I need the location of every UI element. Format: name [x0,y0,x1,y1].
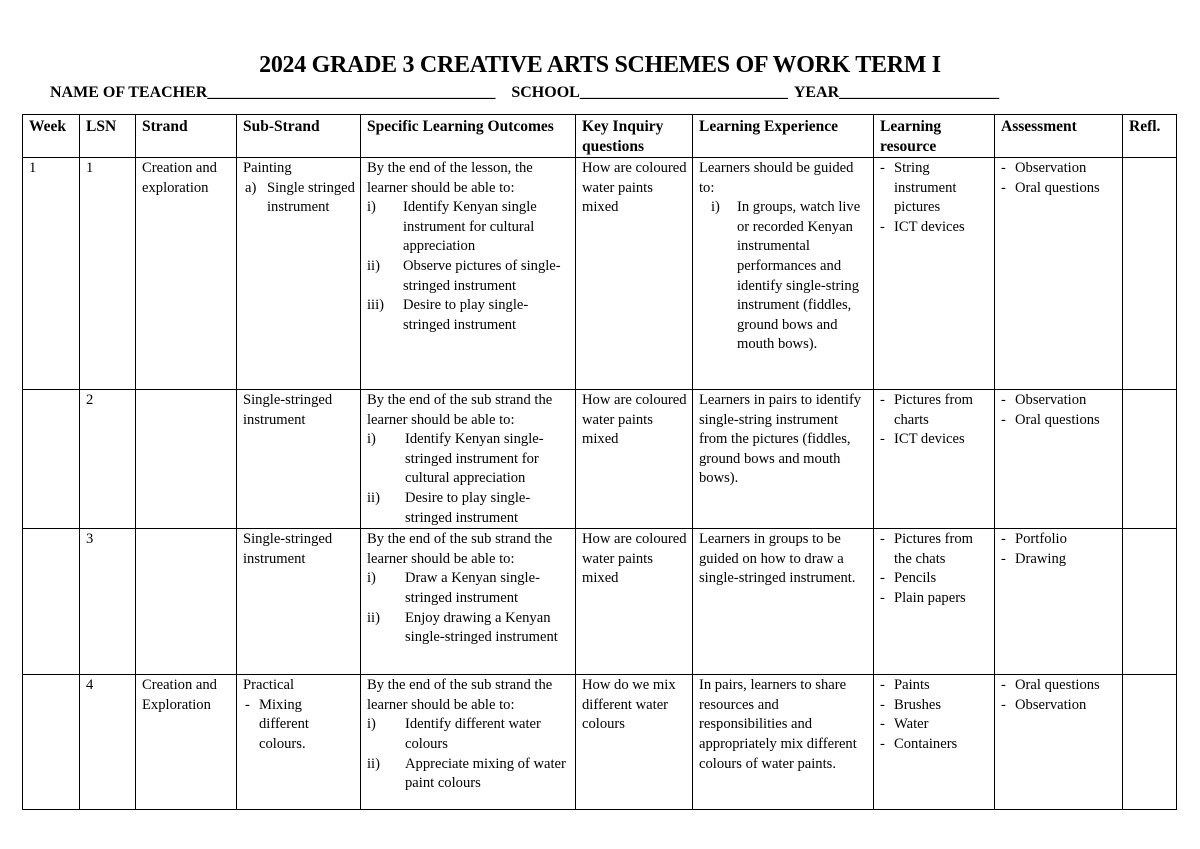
outcomes-cell [361,675,576,810]
header-outcomes: Specific Learning Outcomes [361,115,576,158]
strand-cell [136,390,237,529]
sub-strand-title: Painting [243,160,292,176]
assessment-cell [995,390,1123,529]
week-cell: 1 [23,158,80,390]
assessment-cell [995,529,1123,675]
lsn-cell: 2 [80,390,136,529]
header-assessment: Assessment [995,115,1123,158]
header-strand: Strand [136,115,237,158]
experience-item-text: In groups, watch live or recorded Kenyan instrumental performances and identify single-string instrument (fiddles, ground bows and mouth bows). [737,199,861,353]
resource-item: - Pencils [880,569,989,589]
assessment-item: - Drawing [1001,550,1117,570]
outcomes-cell [361,529,576,675]
outcome-text: Identify different water colours [405,716,541,752]
outcome-item [367,489,570,528]
experience-cell: In pairs, learners to share resources and responsibilities and appropriately mix different colours of water paints. [693,675,874,810]
outcome-marker: iii) [367,297,385,314]
inquiry-cell: How do we mix different water colours [576,675,693,810]
experience-intro: Learners should be guided to: [699,160,854,196]
sub-strand-item-text: Mixing different colours. [259,696,309,752]
resource-item: - String instrument pictures [880,159,989,218]
resource-item: - Pictures from charts [880,391,989,430]
school-line: __________________________ [579,84,788,101]
outcome-text: Desire to play single-stringed instrument [403,297,529,333]
assessment-item: - Observation [1001,696,1117,716]
outcome-text: Observe pictures of single-stringed instrument [403,257,561,294]
header-inquiry: Key Inquiry questions [576,115,693,158]
assessment-list [1001,391,1117,430]
outcomes-intro: By the end of the sub strand the learner should be able to: [367,677,553,713]
table-row [23,529,1177,675]
week-cell [23,529,80,675]
lsn-cell: 1 [80,158,136,390]
header-experience: Learning Experience [693,115,874,158]
strand-cell: Creation and exploration [136,158,237,390]
assessment-item: - Portfolio [1001,530,1117,550]
outcome-item [367,257,570,296]
experience-cell: Learners in groups to be guided on how to draw a single-stringed instrument. [693,529,874,675]
resource-cell [874,390,995,529]
header-lsn: LSN [80,115,136,158]
sub-strand-item [243,179,355,218]
table-row [23,158,1177,390]
sub-strand-cell [237,158,361,390]
week-cell [23,675,80,810]
resource-item: - Pictures from the chats [880,530,989,569]
reflection-cell [1123,390,1177,529]
reflection-cell [1123,675,1177,810]
outcome-item [367,755,570,794]
teacher-label: NAME OF TEACHER [50,84,208,101]
header-week: Week [23,115,80,158]
outcomes-list [367,569,570,647]
assessment-list [1001,676,1117,715]
outcome-item [367,198,570,257]
sub-strand-title: Practical [243,677,295,694]
outcomes-intro: By the end of the sub strand the learner should be able to: [367,392,553,428]
document-title: 2024 GRADE 3 CREATIVE ARTS SCHEMES OF WORK TERM I [259,52,941,78]
outcomes-cell [361,390,576,529]
assessment-item: - Observation [1001,391,1117,411]
inquiry-cell: How are coloured water paints mixed [576,390,693,529]
teacher-line: ____________________________________ [207,84,496,101]
strand-cell [136,529,237,675]
experience-cell [693,158,874,390]
week-cell [23,390,80,529]
outcome-text: Identify Kenyan single-stringed instrument for cultural appreciation [405,431,544,487]
lsn-cell: 4 [80,675,136,810]
outcome-marker: i) [367,570,376,587]
sub-strand-cell [237,675,361,810]
assessment-item: - Oral questions [1001,179,1117,199]
resource-list [880,530,989,608]
resource-item: - ICT devices [880,218,989,238]
outcomes-list [367,198,570,335]
experience-cell: Learners in pairs to identify single-string instrument from the pictures (fiddles, ground bows and mouth bows). [693,390,874,529]
assessment-cell [995,675,1123,810]
outcome-text: Draw a Kenyan single-stringed instrument [405,570,540,606]
outcome-item [367,296,570,335]
header-sub-strand: Sub-Strand [237,115,361,158]
table-row [23,675,1177,810]
resource-cell [874,529,995,675]
strand-cell: Creation and Exploration [136,675,237,810]
resource-item: - Brushes [880,696,989,716]
lsn-cell: 3 [80,529,136,675]
resource-item: - Water [880,715,989,735]
year-label: YEAR [793,84,840,101]
resource-list [880,159,989,237]
outcome-text: Desire to play single-stringed instrument [405,489,531,526]
outcomes-cell [361,158,576,390]
outcome-item [367,609,570,648]
table-header-row [23,115,1177,158]
sub-strand-cell: Single-stringed instrument [237,529,361,675]
outcomes-intro: By the end of the sub strand the learner should be able to: [367,531,553,567]
reflection-cell [1123,158,1177,390]
outcome-marker: ii) [367,489,380,506]
schemes-of-work-table [22,114,1177,810]
assessment-list [1001,159,1117,198]
outcome-marker: ii) [367,609,380,626]
sub-strand-marker: a) [245,179,257,196]
sub-strand-item [243,696,355,755]
resource-cell [874,675,995,810]
inquiry-cell: How are coloured water paints mixed [576,529,693,675]
outcome-marker: i) [367,431,376,448]
outcome-text: Identify Kenyan single instrument for cultural appreciation [403,199,537,255]
inquiry-cell: How are coloured water paints mixed [576,158,693,390]
outcomes-list [367,430,570,528]
assessment-item: - Oral questions [1001,676,1117,696]
assessment-list [1001,530,1117,569]
experience-marker: i) [711,199,720,216]
resource-item: - Containers [880,735,989,755]
resource-item: - Plain papers [880,589,989,609]
outcome-text: Enjoy drawing a Kenyan single-stringed instrument [405,609,558,646]
outcome-marker: ii) [367,257,380,274]
assessment-item: - Oral questions [1001,411,1117,431]
year-line: ____________________ [839,84,1000,101]
resource-cell [874,158,995,390]
outcome-marker: ii) [367,755,380,772]
outcome-item [367,569,570,608]
outcome-marker: i) [367,716,376,733]
outcome-item [367,715,570,754]
assessment-item: - Observation [1001,159,1117,179]
sub-strand-marker: - [245,696,250,713]
header-resource: Learning resource [874,115,995,158]
outcomes-list [367,715,570,793]
reflection-cell [1123,529,1177,675]
assessment-cell [995,158,1123,390]
resource-list [880,676,989,754]
resource-item: - Paints [880,676,989,696]
sub-strand-cell: Single-stringed instrument [237,390,361,529]
header-info-line [50,84,999,102]
resource-item: - ICT devices [880,430,989,450]
header-reflection: Refl. [1123,115,1177,158]
resource-list [880,391,989,450]
outcome-item [367,430,570,489]
outcome-marker: i) [367,199,376,216]
outcomes-intro: By the end of the lesson, the learner should be able to: [367,160,533,196]
sub-strand-item-text: Single stringed instrument [267,179,355,216]
table-row [23,390,1177,529]
school-label: SCHOOL [511,84,580,101]
outcome-text: Appreciate mixing of water paint colours [405,755,566,792]
experience-item [699,198,868,355]
